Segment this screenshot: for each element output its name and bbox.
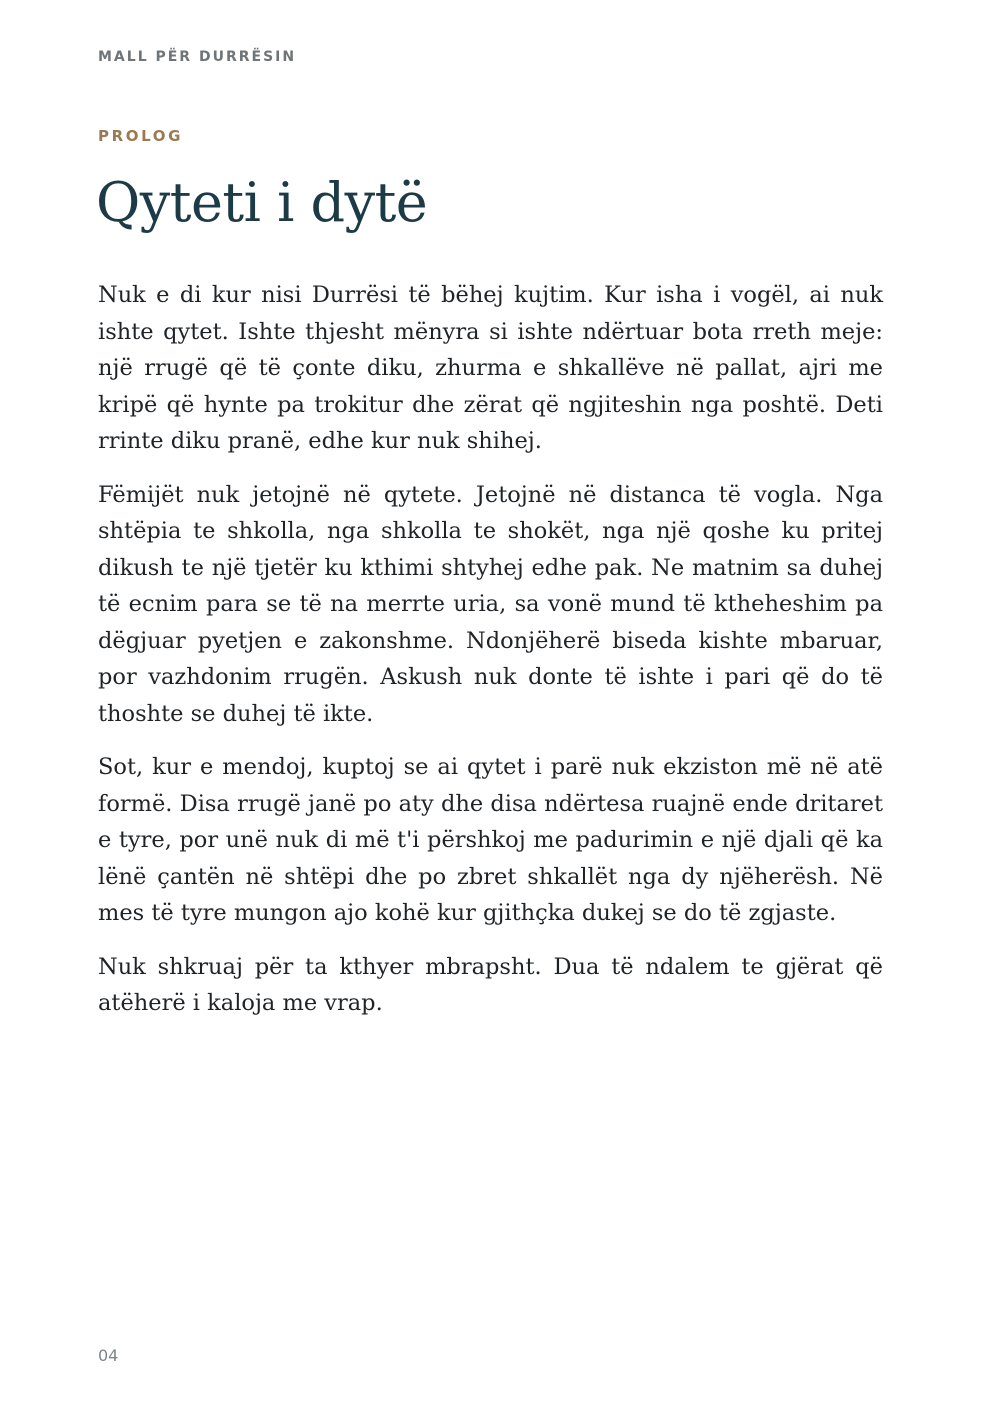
paragraph: Sot, kur e mendoj, kuptoj se ai qytet i parë nuk ekziston më në atë formë. Disa rrugë janë po aty dhe disa ndërtesa ruajnë ende dritaret e tyre, por unë nuk di më t'i përshkoj me padurimin e një djali që ka lënë çantën në shtëpi dhe po zbret shkallët nga dy njëherësh. Në mes të tyre mungon ajo kohë kur gjithçka dukej se do të zgjaste. xyxy=(98,754,883,926)
chapter-title: Qyteti i dytë xyxy=(96,171,428,234)
running-header: MALL PËR DURRËSIN xyxy=(98,49,297,65)
paragraph: Fëmijët nuk jetojnë në qytete. Jetojnë në distanca të vogla. Nga shtëpia te shkolla, nga shkolla te shokët, nga një qoshe ku pritej dikush te një tjetër ku kthimi shtyhej edhe pak. Ne matnim sa duhej të ecnim para se të na merrte uria, sa vonë mund të ktheheshim pa dëgjuar pyetjen e zakonshme. Ndonjëherë biseda kishte mbaruar, por vazhdonim rrugën. Askush nuk donte të ishte i pari që do të thoshte se duhej të ikte. xyxy=(98,481,883,727)
paragraph: Nuk e di kur nisi Durrësi të bëhej kujtim. Kur isha i vogël, ai nuk ishte qytet. Ishte thjesht mënyra si ishte ndërtuar bota rreth meje: një rrugë që të çonte diku, zhurma e shkallëve në pallat, ajri me kripë që hynte pa trokitur dhe zërat që ngjiteshin nga poshtë. Deti rrinte diku pranë, edhe kur nuk shihej. xyxy=(98,282,883,454)
chapter-kicker: PROLOG xyxy=(98,127,183,145)
page-number: 04 xyxy=(98,1346,119,1365)
paragraph: Nuk shkruaj për ta kthyer mbrapsht. Dua të ndalem te gjërat që atëherë i kaloja me vrap. xyxy=(98,953,883,1016)
chapter-body xyxy=(98,277,883,1039)
